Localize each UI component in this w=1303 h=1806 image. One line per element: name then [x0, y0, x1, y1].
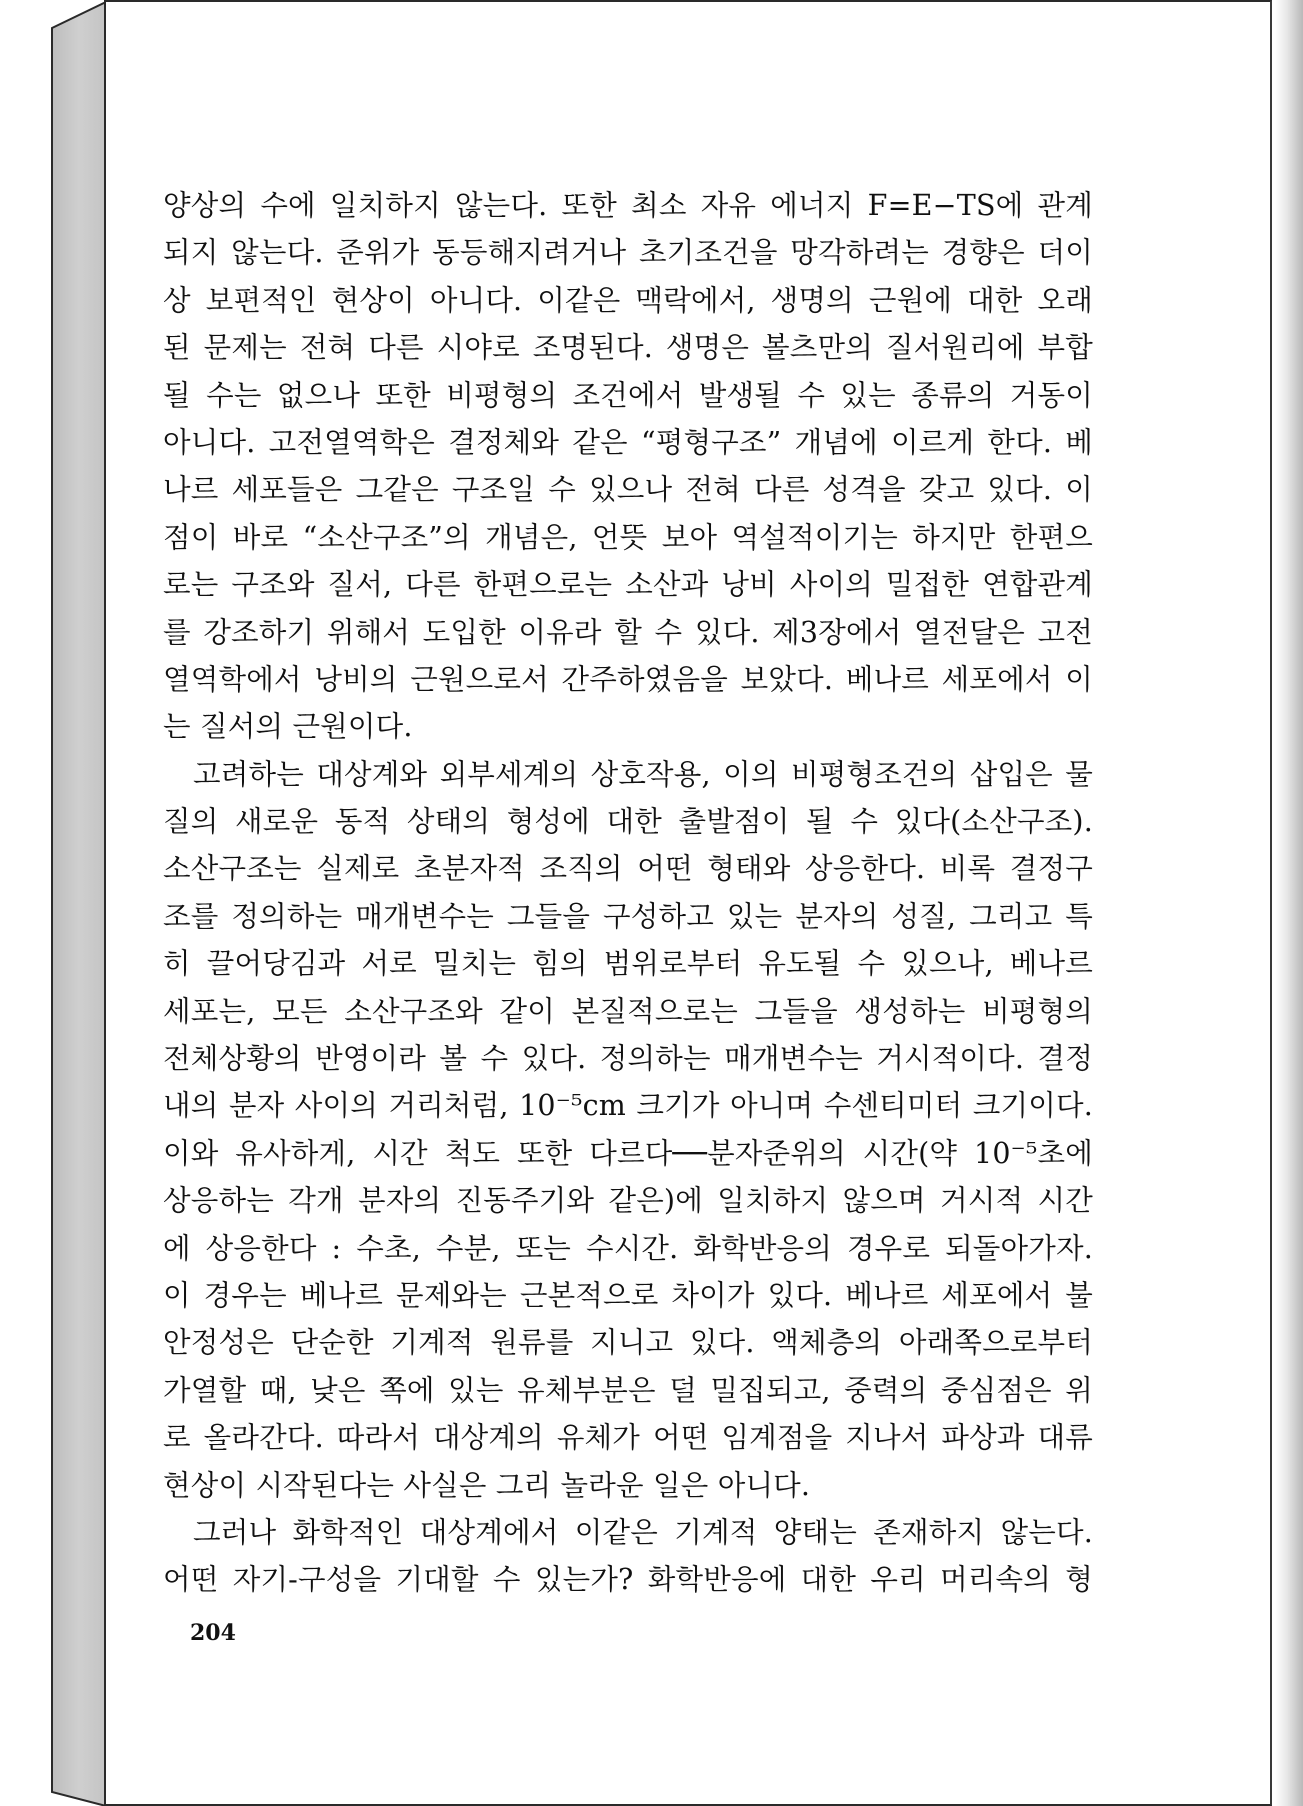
text-line: 상 보편적인 현상이 아니다. 이같은 맥락에서, 생명의 근원에 대한 오래: [163, 283, 1093, 317]
text-line: 되지 않는다. 준위가 동등해지려거나 초기조건을 망각하려는 경향은 더이: [163, 236, 1093, 270]
text-line: 전체상황의 반영이라 볼 수 있다. 정의하는 매개변수는 거시적이다. 결정: [163, 1042, 1093, 1076]
text-line: 고려하는 대상계와 외부세계의 상호작용, 이의 비평형조건의 삽입은 물: [193, 757, 1093, 791]
body-text: [163, 182, 1093, 1604]
text-line: 조를 정의하는 매개변수는 그들을 구성하고 있는 분자의 성질, 그리고 특: [163, 899, 1093, 933]
text-line: 세포는, 모든 소산구조와 같이 본질적으로는 그들을 생성하는 비평형의: [163, 994, 1093, 1028]
text-line: 될 수는 없으나 또한 비평형의 조건에서 발생될 수 있는 종류의 거동이: [163, 378, 1093, 412]
paragraph-3: [163, 1509, 1093, 1604]
text-line: 로 올라간다. 따라서 대상계의 유체가 어떤 임계점을 지나서 파상과 대류: [163, 1421, 1093, 1455]
text-line: 는 질서의 근원이다.: [163, 710, 413, 744]
book-spine: [0, 0, 110, 1806]
text-line: 에 상응한다 : 수초, 수분, 또는 수시간. 화학반응의 경우로 되돌아가자.: [163, 1231, 1093, 1265]
text-line: 안정성은 단순한 기계적 원류를 지니고 있다. 액체층의 아래쪽으로부터: [163, 1326, 1093, 1360]
text-line: 히 끌어당김과 서로 밀치는 힘의 범위로부터 유도될 수 있으나, 베나르: [163, 947, 1093, 981]
text-line: 열역학에서 낭비의 근원으로서 간주하였음을 보았다. 베나르 세포에서 이: [163, 662, 1093, 696]
text-line: 현상이 시작된다는 사실은 그리 놀라운 일은 아니다.: [163, 1468, 811, 1502]
text-line: 점이 바로 “소산구조”의 개념은, 언뜻 보아 역설적이기는 하지만 한편으: [163, 520, 1093, 554]
text-line: 로는 구조와 질서, 다른 한편으로는 소산과 낭비 사이의 밀접한 연합관계: [163, 568, 1093, 602]
paragraph-1: [163, 182, 1093, 751]
text-line: 질의 새로운 동적 상태의 형성에 대한 출발점이 될 수 있다(소산구조).: [163, 805, 1093, 839]
paragraph-2: [163, 751, 1093, 1509]
text-line: 나르 세포들은 그같은 구조일 수 있으나 전혀 다른 성격을 갖고 있다. 이: [163, 473, 1093, 507]
page-edge-shadow: [1275, 0, 1303, 1806]
text-line: 이와 유사하게, 시간 척도 또한 다르다──분자준위의 시간(약 10⁻⁵초에: [163, 1136, 1093, 1170]
text-line: 를 강조하기 위해서 도입한 이유라 할 수 있다. 제3장에서 열전달은 고전: [163, 615, 1093, 649]
text-line: 소산구조는 실제로 초분자적 조직의 어떤 형태와 상응한다. 비록 결정구: [163, 852, 1093, 886]
text-line: 양상의 수에 일치하지 않는다. 또한 최소 자유 에너지 F=E−TS에 관계: [163, 189, 1093, 222]
text-line: 어떤 자기-구성을 기대할 수 있는가? 화학반응에 대한 우리 머리속의 형: [163, 1563, 1093, 1597]
text-line: 그러나 화학적인 대상계에서 이같은 기계적 양태는 존재하지 않는다.: [193, 1515, 1093, 1549]
text-line: 아니다. 고전열역학은 결정체와 같은 “평형구조” 개념에 이르게 한다. 베: [163, 425, 1093, 459]
text-line: 상응하는 각개 분자의 진동주기와 같은)에 일치하지 않으며 거시적 시간: [163, 1184, 1093, 1218]
text-line: 내의 분자 사이의 거리처럼, 10⁻⁵cm 크기가 아니며 수센티미터 크기이다.: [163, 1089, 1093, 1123]
page-number: 204: [190, 1620, 236, 1646]
text-line: 된 문제는 전혀 다른 시야로 조명된다. 생명은 볼츠만의 질서원리에 부합: [163, 331, 1093, 365]
text-line: 이 경우는 베나르 문제와는 근본적으로 차이가 있다. 베나르 세포에서 불: [163, 1278, 1093, 1312]
text-line: 가열할 때, 낮은 쪽에 있는 유체부분은 덜 밀집되고, 중력의 중심점은 위: [163, 1373, 1093, 1407]
